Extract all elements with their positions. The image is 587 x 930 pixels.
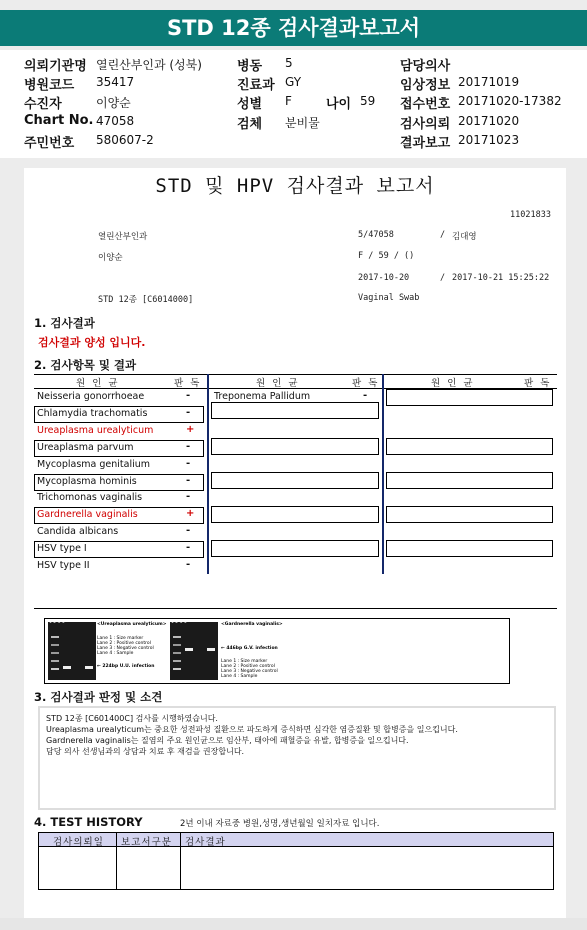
- date-separator: /: [440, 273, 446, 283]
- gel-image-gv: [170, 622, 218, 680]
- organism-name: Gardnerella vaginalis: [37, 509, 138, 521]
- request-label: 검사의뢰: [400, 117, 451, 132]
- dept-label: 진료과: [237, 78, 275, 93]
- opinion-box: [38, 706, 556, 810]
- organism-name: Mycoplasma hominis: [37, 475, 137, 487]
- col2-empty-row: [211, 506, 379, 523]
- gel1-legend-4: Lane 4 : Sample: [97, 651, 134, 656]
- organism-judgment: -: [186, 406, 191, 418]
- organism-name: Trichomonas vaginalis: [37, 492, 143, 504]
- col1-organism-header: 원 인 균: [76, 378, 120, 389]
- report-title-bar: STD 12종 검사결과보고서: [0, 10, 587, 46]
- gel1-band-label: ← 224bp U.U. infection: [97, 664, 155, 669]
- report-label: 결과보고: [400, 136, 451, 151]
- clinical-value: 20171019: [458, 75, 520, 89]
- patient-label: 수진자: [24, 97, 62, 112]
- organism-judgment: -: [186, 440, 191, 452]
- opinion-line: Gardnerella vaginalis는 질염의 주요 원인균으로 임산부, 태아에 패혈증을 유발, 합병증을 일으킵니다.: [46, 736, 409, 745]
- test-name: STD 12종 [C6014000]: [98, 295, 194, 305]
- gel1-lanes: 1 2 3 4: [49, 620, 65, 625]
- history-note: 2년 이내 자료중 병원,성명,생년월일 일치자료 입니다.: [180, 819, 380, 829]
- sex-value: F: [285, 94, 292, 108]
- organism-name: Candida albicans: [37, 526, 119, 538]
- specimen-type: Vaginal Swab: [358, 293, 420, 303]
- organism-name: Chlamydia trachomatis: [37, 407, 148, 419]
- document-number: 11021833: [510, 210, 551, 220]
- gel1-title: <Ureaplasma urealyticum>: [97, 622, 167, 627]
- organism-name: HSV type I: [37, 543, 87, 555]
- chart-label: Chart No.: [24, 113, 94, 128]
- doctor-label: 담당의사: [400, 59, 451, 74]
- col3-organism-header: 원 인 균: [431, 378, 475, 389]
- col2-judgment-header: 판 독: [352, 378, 380, 389]
- gel1-legend-2: Lane 2 : Positive control: [97, 641, 151, 646]
- report-value: 20171023: [458, 133, 520, 147]
- treponema-sign: -: [363, 390, 368, 401]
- age-label: 나이: [326, 97, 352, 112]
- code-value: 35417: [96, 75, 135, 89]
- request-value: 20171020: [458, 114, 520, 128]
- ward-label: 병동: [237, 59, 263, 74]
- hospital-value: 열린산부인과 (성북): [96, 58, 202, 72]
- result-positive-text: 검사결과 양성 입니다.: [38, 336, 146, 349]
- section-result-heading: 1. 검사결과: [34, 316, 95, 330]
- chart-value: 47058: [96, 114, 135, 128]
- col1-judgment-header: 판 독: [174, 378, 202, 389]
- col2-empty-row: [211, 438, 379, 455]
- patient-value: 이양순: [96, 96, 131, 110]
- col3-empty-row: [386, 438, 553, 455]
- gel-electrophoresis-image: [44, 618, 510, 684]
- gel-image-uu: [48, 622, 96, 680]
- ward-value: 5: [285, 56, 293, 70]
- col3-empty-row: [386, 389, 553, 406]
- organism-results-grid: [34, 374, 557, 574]
- organism-name: HSV type II: [37, 560, 90, 571]
- organism-judgment: +: [186, 423, 195, 435]
- opinion-line: Ureaplasma urealyticum는 중요한 성전파성 질환으로 파도하게 증식하면 심각한 염증질환 및 합병증을 일으킵니다.: [46, 725, 458, 734]
- divider: [34, 608, 557, 609]
- date-received: 2017-10-20: [358, 273, 410, 283]
- specimen-value: 분비물: [285, 116, 320, 130]
- attending-doctor: 김대영: [452, 232, 477, 242]
- gel2-lanes: 1 2 3 4: [171, 620, 187, 625]
- organism-judgment: -: [186, 525, 191, 537]
- organism-name: Ureaplasma parvum: [37, 441, 134, 453]
- treponema-name: Treponema Pallidum: [214, 391, 311, 402]
- section-items-heading: 2. 검사항목 및 결과: [34, 358, 137, 372]
- resident-value: 580607-2: [96, 133, 154, 147]
- receipt-value: 20171020-17382: [458, 94, 562, 108]
- organism-name: Neisseria gonorrhoeae: [37, 391, 145, 402]
- organism-judgment: -: [186, 542, 191, 554]
- gel1-legend-1: Lane 1 : Size marker: [97, 636, 144, 641]
- gel1-legend-3: Lane 3 : Negative control: [97, 646, 154, 651]
- patient-info-header: [0, 50, 587, 158]
- report-patient: 이양순: [98, 253, 123, 263]
- gel2-legend-2: Lane 2 : Positive control: [221, 664, 275, 669]
- report-hospital: 열린산부인과: [98, 232, 148, 242]
- report-paper: [24, 168, 566, 918]
- section-history-heading: 4. TEST HISTORY: [34, 815, 143, 829]
- opinion-line: STD 12종 [C601400C] 검사를 시행하였습니다.: [46, 714, 218, 723]
- organism-judgment: -: [186, 474, 191, 486]
- section-opinion-heading: 3. 검사결과 판정 및 소견: [34, 690, 163, 704]
- resident-label: 주민번호: [24, 136, 75, 151]
- organism-judgment: -: [186, 559, 191, 570]
- sex-label: 성별: [237, 97, 263, 112]
- chart-reference: 5/47058: [358, 230, 394, 240]
- history-col-result: 검사결과: [185, 837, 226, 848]
- organism-judgment: -: [186, 457, 191, 469]
- col2-empty-row: [211, 402, 379, 419]
- hospital-label: 의뢰기관명: [24, 59, 87, 74]
- history-col-report-type: 보고서구분: [121, 837, 172, 848]
- code-label: 병원코드: [24, 78, 75, 93]
- gel2-legend-1: Lane 1 : Size marker: [221, 659, 268, 664]
- gel2-legend-3: Lane 3 : Negative control: [221, 669, 278, 674]
- col3-empty-row: [386, 472, 553, 489]
- age-value: 59: [360, 94, 376, 108]
- doctor-separator: /: [440, 230, 446, 240]
- col3-empty-row: [386, 506, 553, 523]
- col2-organism-header: 원 인 균: [256, 378, 300, 389]
- organism-judgment: -: [186, 390, 191, 401]
- col3-judgment-header: 판 독: [524, 378, 552, 389]
- receipt-label: 접수번호: [400, 97, 451, 112]
- date-reported: 2017-10-21 15:25:22: [452, 273, 550, 283]
- dept-value: GY: [285, 75, 302, 89]
- opinion-line: 담당 의사 선생님과의 상담과 치료 후 재검을 권장합니다.: [46, 747, 245, 756]
- specimen-label: 검체: [237, 117, 263, 132]
- bottom-margin: [0, 918, 587, 930]
- report-document-title: STD 및 HPV 검사결과 보고서: [155, 175, 435, 197]
- history-col-request-date: 검사의뢰일: [53, 837, 104, 848]
- col3-empty-row: [386, 540, 553, 557]
- col2-empty-row: [211, 540, 379, 557]
- gel2-legend-4: Lane 4 : Sample: [221, 674, 258, 679]
- organism-name: Ureaplasma urealyticum: [37, 424, 154, 436]
- organism-judgment: -: [186, 491, 191, 503]
- history-table: [38, 832, 554, 890]
- organism-judgment: +: [186, 508, 195, 520]
- col2-empty-row: [211, 472, 379, 489]
- sex-age: F / 59 / (): [358, 251, 415, 261]
- organism-name: Mycoplasma genitalium: [37, 458, 151, 470]
- gel2-band-label: ← 446bp G.V. infection: [221, 646, 278, 651]
- gel2-title: <Gardnerella vaginalis>: [221, 622, 283, 627]
- clinical-label: 임상정보: [400, 78, 451, 93]
